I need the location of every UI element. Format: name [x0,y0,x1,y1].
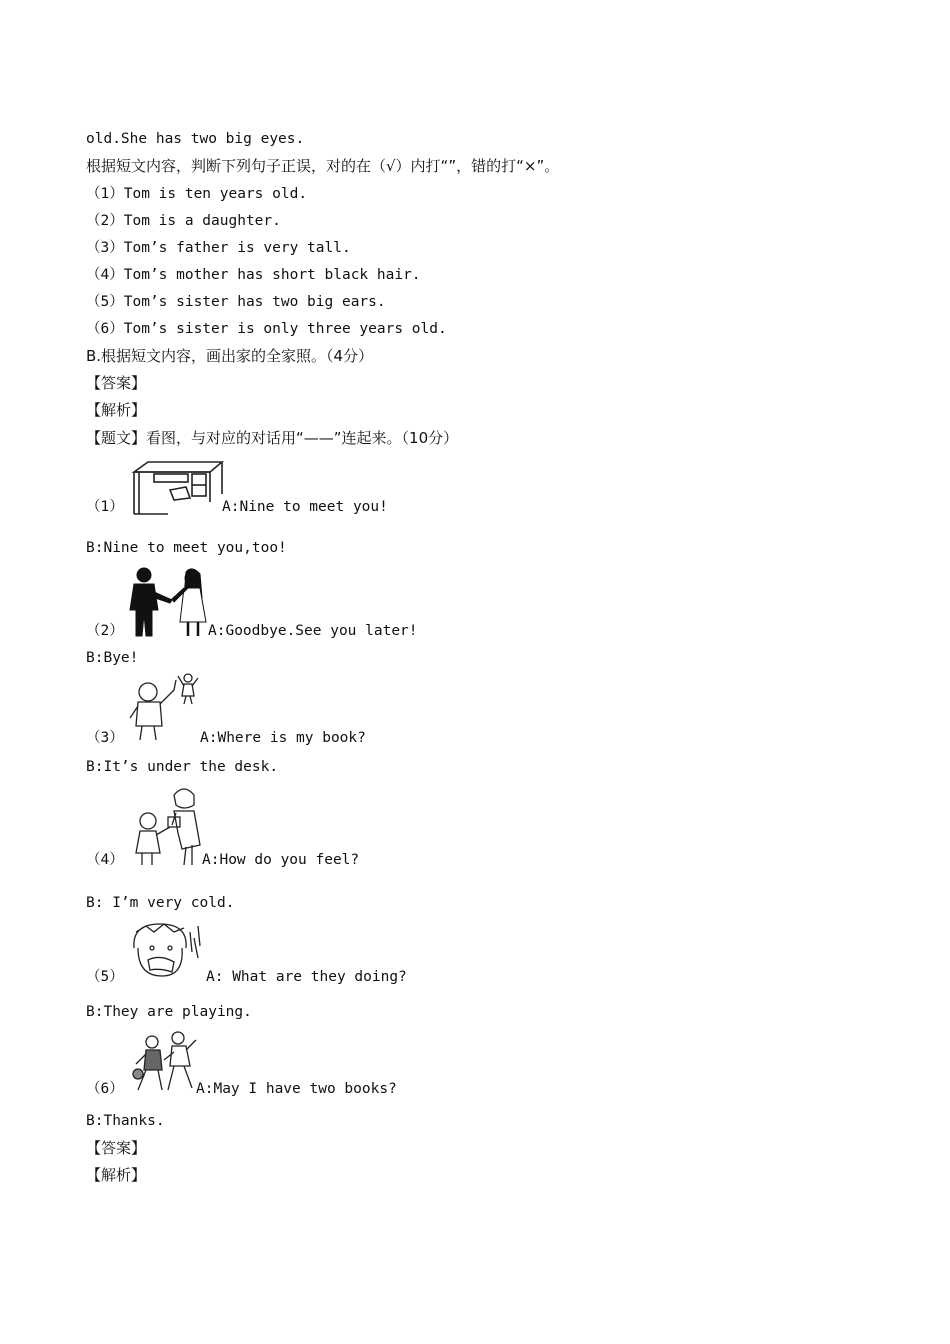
item3-dialog-b: B:It’s under the desk. [86,759,279,775]
answer-label: 【答案】 [86,374,147,392]
analysis-label-2: 【解析】 [86,1166,147,1184]
judge-instruction: 根据短文内容，判断下列句子正误，对的在（√）内打“”，错的打“×”。 [86,157,560,175]
desk-picture [128,460,224,518]
cold-child-picture [126,918,206,984]
item2-dialog-a: A:Goodbye.See you later! [208,623,418,639]
item5-number: （5） [86,969,124,985]
waving-picture [126,672,206,744]
item1-number: （1） [86,499,124,515]
answer-label-2: 【答案】 [86,1139,147,1157]
item4-dialog-a: A:How do you feel? [202,852,360,868]
handshake-picture [128,566,210,638]
item1-dialog-b: B:Nine to meet you,too! [86,540,287,556]
intro-line: old.She has two big eyes. [86,131,305,147]
analysis-label: 【解析】 [86,401,147,419]
item2-dialog-b: B:Bye! [86,650,139,666]
statement-2: （2）Tom is a daughter. [86,213,281,229]
statement-1: （1）Tom is ten years old. [86,186,308,202]
item5-dialog-a: A: What are they doing? [206,969,407,985]
statement-5: （5）Tom’s sister has two big ears. [86,294,386,310]
item3-dialog-a: A:Where is my book? [200,730,366,746]
item6-dialog-b: B:Thanks. [86,1113,165,1129]
question-title: 【题文】看图，与对应的对话用“——”连起来。（10分） [86,429,459,447]
item4-dialog-b: B: I’m very cold. [86,895,235,911]
statement-6: （6）Tom’s sister is only three years old. [86,321,447,337]
item6-number: （6） [86,1081,124,1097]
statement-3: （3）Tom’s father is very tall. [86,240,351,256]
item4-number: （4） [86,852,124,868]
item5-dialog-b: B:They are playing. [86,1004,252,1020]
statement-4: （4）Tom’s mother has short black hair. [86,267,421,283]
item6-dialog-a: A:May I have two books? [196,1081,397,1097]
item3-number: （3） [86,730,124,746]
giving-books-picture [128,785,208,867]
part-b-instruction: B.根据短文内容，画出家的全家照。（4分） [86,347,374,365]
item2-number: （2） [86,623,124,639]
basketball-picture [128,1030,202,1096]
item1-dialog-a: A:Nine to meet you! [222,499,388,515]
